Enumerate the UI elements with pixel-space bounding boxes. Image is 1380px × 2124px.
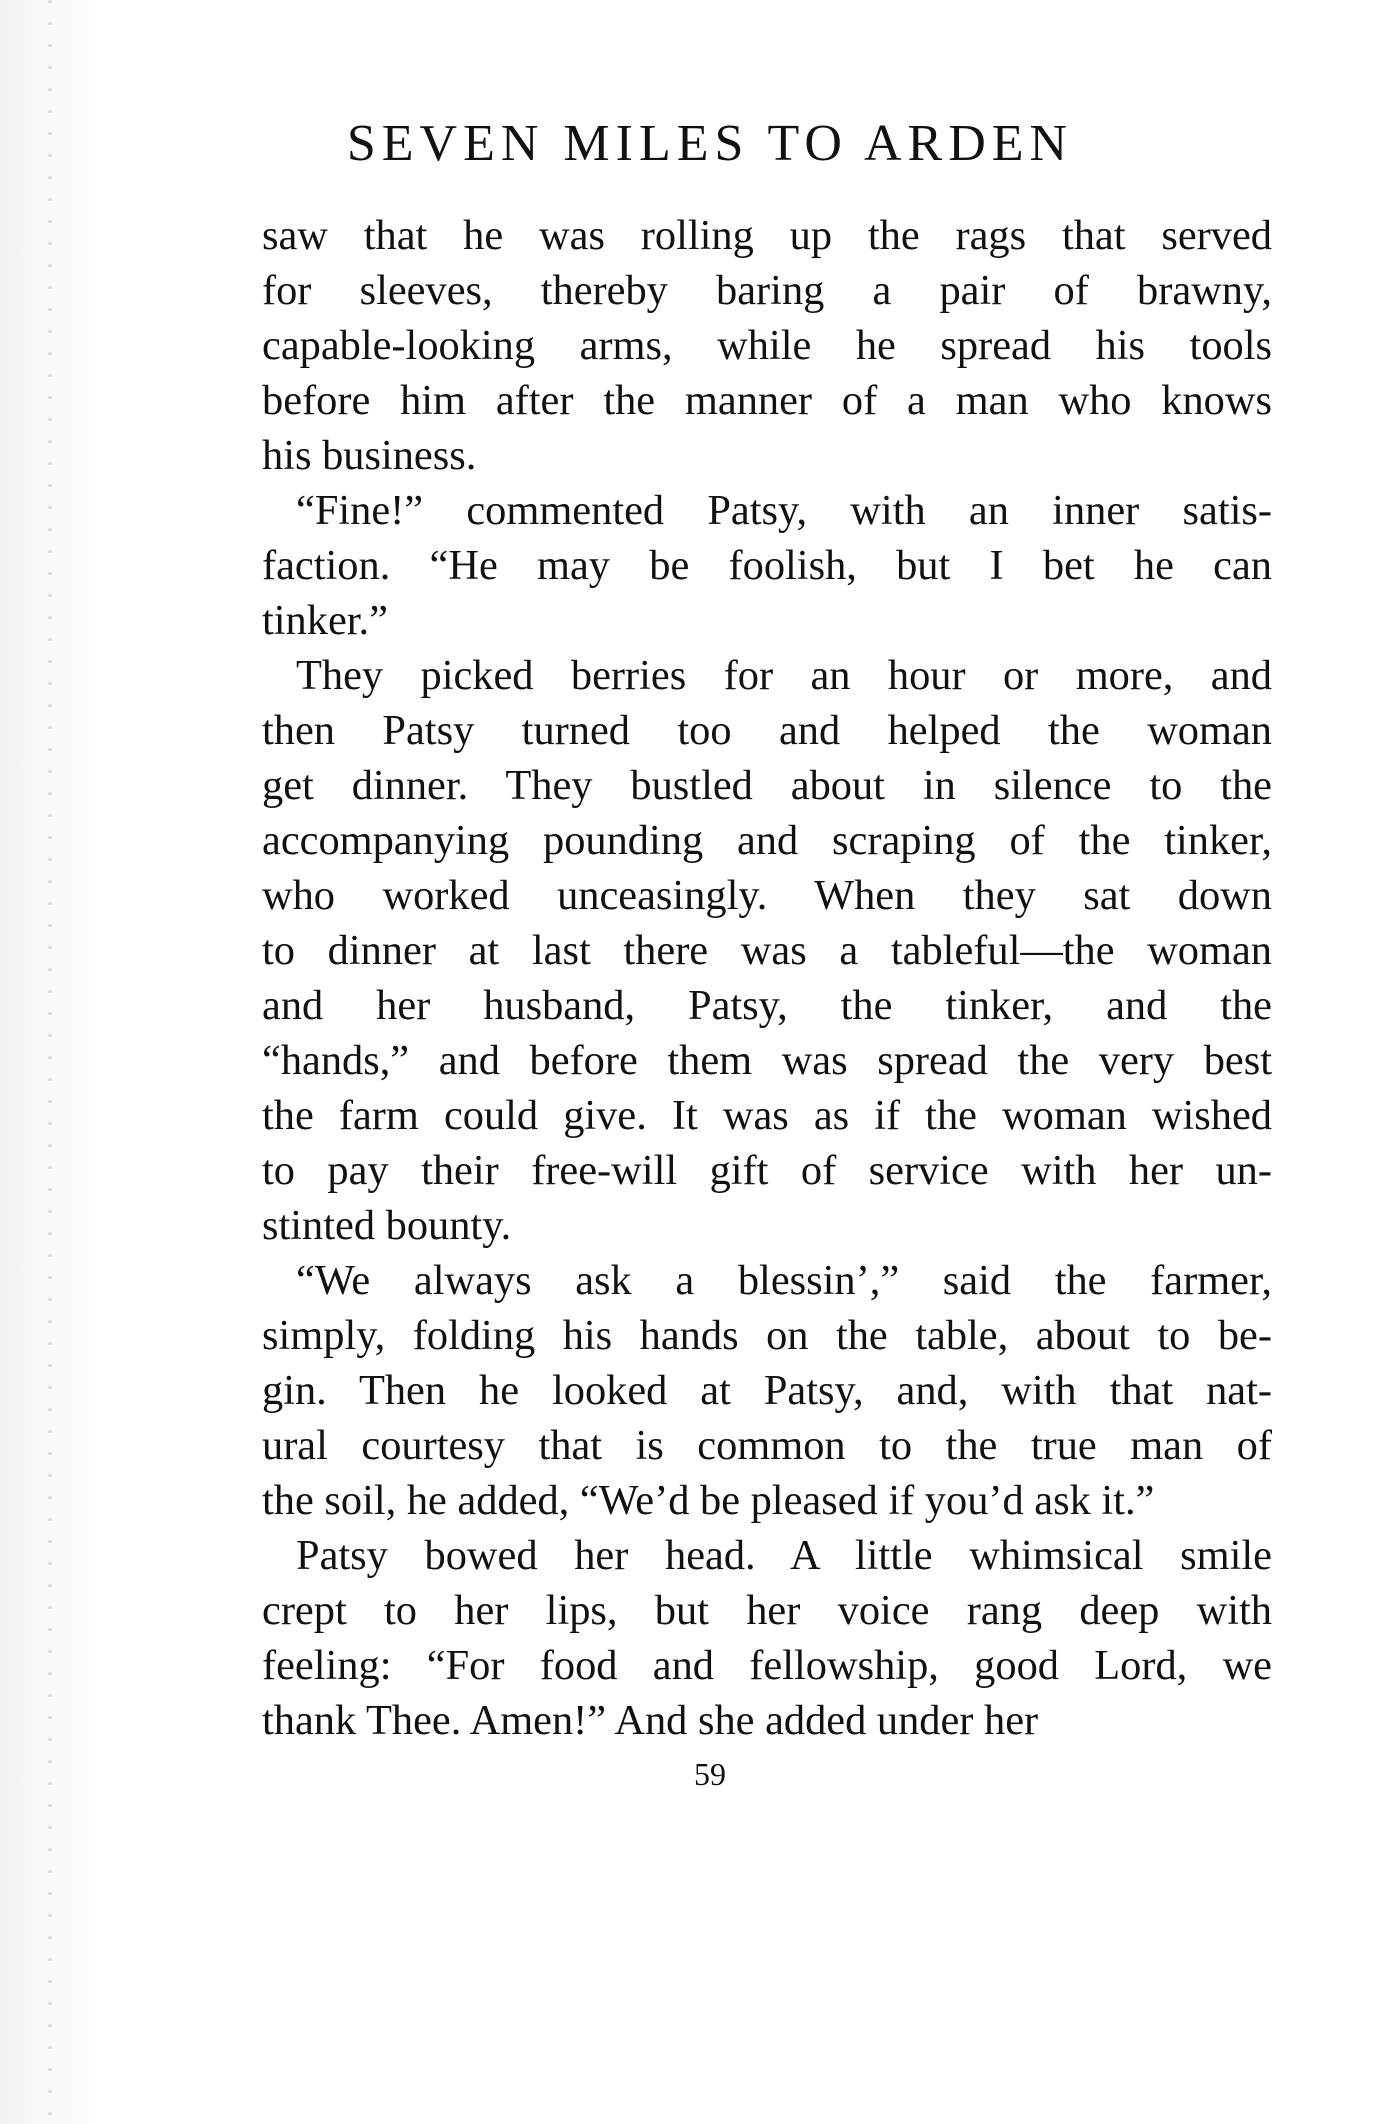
text-line: ural courtesy that is common to the true man of bbox=[262, 1422, 1272, 1469]
text-line: They picked berries for an hour or more, and bbox=[296, 652, 1272, 699]
paragraph bbox=[262, 648, 1272, 1253]
text-line: saw that he was rolling up the rags that served bbox=[262, 212, 1272, 259]
text-line: who worked unceasingly. When they sat down bbox=[262, 872, 1272, 919]
paragraph bbox=[262, 208, 1272, 483]
text-line: get dinner. They bustled about in silence to the bbox=[262, 762, 1272, 809]
text-line: tinker.” bbox=[262, 597, 388, 644]
text-line: then Patsy turned too and helped the woman bbox=[262, 707, 1272, 754]
text-line: “We always ask a blessin’,” said the farmer, bbox=[296, 1257, 1272, 1304]
paragraph bbox=[262, 483, 1272, 648]
text-line: thank Thee. Amen!” And she added under her bbox=[262, 1697, 1039, 1744]
body-text bbox=[262, 208, 1272, 1748]
text-line: before him after the manner of a man who knows bbox=[262, 377, 1272, 424]
page-number: 59 bbox=[694, 1756, 726, 1792]
text-line: capable-looking arms, while he spread his tools bbox=[262, 322, 1272, 369]
text-line: for sleeves, thereby baring a pair of brawny, bbox=[262, 267, 1272, 314]
text-line: Patsy bowed her head. A little whimsical smile bbox=[296, 1532, 1272, 1579]
text-line: accompanying pounding and scraping of the tinker, bbox=[262, 817, 1272, 864]
page-gutter-shadow bbox=[0, 0, 110, 2124]
text-line: gin. Then he looked at Patsy, and, with that nat- bbox=[262, 1367, 1272, 1414]
text-line: faction. “He may be foolish, but I bet he can bbox=[262, 542, 1272, 589]
text-line: and her husband, Patsy, the tinker, and the bbox=[262, 982, 1272, 1029]
binding-edge-marks bbox=[48, 0, 52, 2124]
text-line: stinted bounty. bbox=[262, 1202, 512, 1249]
text-line: the soil, he added, “We’d be pleased if you’d ask it.” bbox=[262, 1477, 1155, 1524]
text-line: “Fine!” commented Patsy, with an inner satis- bbox=[296, 487, 1272, 534]
text-line: to dinner at last there was a tableful—the woman bbox=[262, 927, 1272, 974]
text-line: the farm could give. It was as if the woman wished bbox=[262, 1092, 1272, 1139]
text-line: crept to her lips, but her voice rang deep with bbox=[262, 1587, 1272, 1634]
paragraph bbox=[262, 1528, 1272, 1748]
text-line: his business. bbox=[262, 432, 477, 479]
running-head: SEVEN MILES TO ARDEN bbox=[346, 115, 1074, 172]
text-line: to pay their free-will gift of service with her un- bbox=[262, 1147, 1272, 1194]
text-line: “hands,” and before them was spread the very best bbox=[262, 1037, 1272, 1084]
text-line: simply, folding his hands on the table, about to be- bbox=[262, 1312, 1272, 1359]
paragraph bbox=[262, 1253, 1272, 1528]
text-line: feeling: “For food and fellowship, good Lord, we bbox=[262, 1642, 1272, 1689]
